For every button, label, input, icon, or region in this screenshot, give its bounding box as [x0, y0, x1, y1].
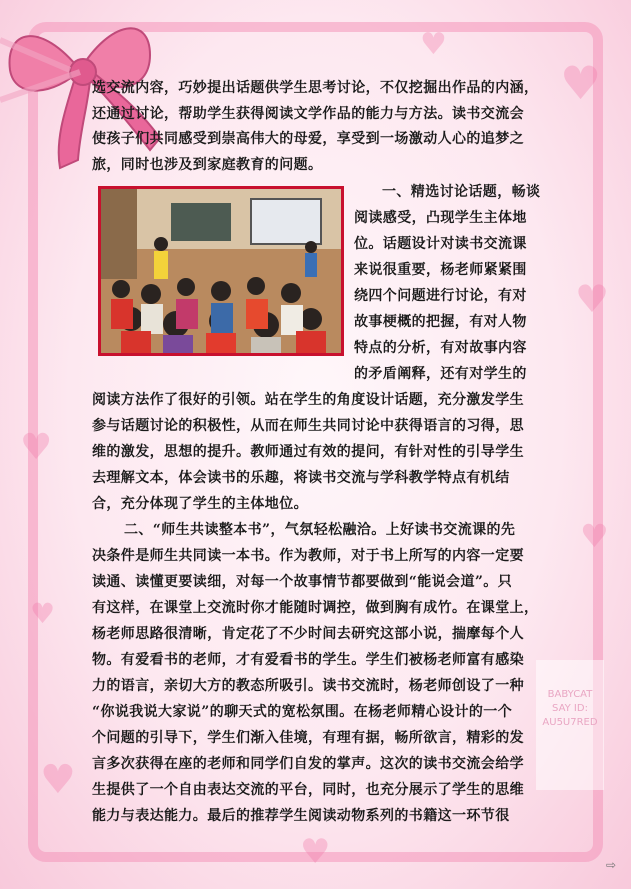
heart-icon: ♥ — [30, 597, 56, 630]
heart-icon: ♥ — [20, 427, 53, 468]
text-line: 读通、读懂更要读细，对每一个故事情节都要做到“能说会道”。只 — [92, 574, 513, 590]
text-line: 旅，同时也涉及到家庭教育的问题。 — [92, 157, 323, 173]
text-line: 的矛盾阐释，还有对学生的 — [354, 366, 527, 382]
section-heading: 一、精选讨论话题，畅谈 — [382, 184, 541, 200]
text-line: 位。话题设计对读书交流课 — [354, 236, 527, 252]
heart-icon: ♥ — [40, 757, 76, 803]
text-line: 来说很重要，杨老师紧紧围 — [354, 262, 527, 278]
section-heading: 二、“师生共读整本书”，气氛轻松融洽。上好读书交流课的先 — [124, 522, 516, 538]
text-line: 阅读方法作了很好的引领。站在学生的角度设计话题，充分激发学生 — [92, 392, 524, 408]
heart-icon: ♥ — [300, 832, 331, 872]
heart-icon: ♥ — [575, 277, 610, 321]
text-line: “你说我说大家说”的聊天式的宽松氛围。在杨老师精心设计的一个 — [92, 704, 513, 720]
heart-icon: ♥ — [560, 56, 602, 110]
heart-icon: ♥ — [580, 517, 609, 555]
text-line: 合，充分体现了学生的主体地位。 — [92, 496, 308, 512]
text-line: 力的语言，亲切大方的教态所吸引。读书交流时，杨老师创设了一种 — [92, 678, 524, 694]
text-line: 参与话题讨论的积极性，从而在师生共同讨论中获得语言的习得，思 — [92, 418, 524, 434]
text-line: 故事梗概的把握，有对人物 — [354, 314, 527, 330]
text-line: 生提供了一个自由表达交流的平台，同时，也充分展示了学生的思维 — [92, 782, 524, 798]
classroom-photo — [98, 186, 344, 356]
stamp-line: SAY ID: — [552, 703, 588, 714]
text-line: 选交流内容，巧妙提出话题供学生思考讨论，不仅挖掘出作品的内涵， — [92, 80, 539, 96]
text-line: 绕四个问题进行讨论，有对 — [354, 288, 527, 304]
text-line: 特点的分析，有对故事内容 — [354, 340, 527, 356]
babycat-stamp — [536, 660, 604, 790]
text-line: 去理解文本，体会读书的乐趣，将读书交流与学科教学特点有机结 — [92, 470, 510, 486]
text-line: 言多次获得在座的老师和同学们自发的掌声。这次的读书交流会给学 — [92, 756, 524, 772]
text-line: 能力与表达能力。最后的推荐学生阅读动物系列的书籍这一环节很 — [92, 808, 510, 824]
heart-icon: ♥ — [420, 27, 447, 62]
text-line: 物。有爱看书的老师，才有爱看书的学生。学生们被杨老师富有感染 — [92, 652, 524, 668]
text-line: 个问题的引导下，学生们渐入佳境，有理有据，畅所欲言，精彩的发 — [92, 730, 524, 746]
text-line: 有这样，在课堂上交流时你才能随时调控，做到胸有成竹。在课堂上， — [92, 600, 539, 616]
next-page-arrow-icon[interactable]: ⇨ — [606, 858, 617, 872]
stamp-line: AU5U7RED — [542, 717, 598, 728]
text-line: 阅读感受，凸现学生主体地 — [354, 210, 527, 226]
text-line: 决条件是师生共同读一本书。作为教师，对于书上所写的内容一定要 — [92, 548, 524, 564]
stamp-line: BABYCAT — [547, 689, 593, 700]
text-line: 还通过讨论，帮助学生获得阅读文学作品的能力与方法。读书交流会 — [92, 106, 524, 122]
text-line: 维的激发，思想的提升。教师通过有效的提问，有针对性的引导学生 — [92, 444, 524, 460]
text-line: 使孩子们共同感受到崇高伟大的母爱，享受到一场激动人心的追梦之 — [92, 131, 524, 147]
text-line: 杨老师思路很清晰，肯定花了不少时间去研究这部小说，揣摩每个人 — [92, 626, 524, 642]
